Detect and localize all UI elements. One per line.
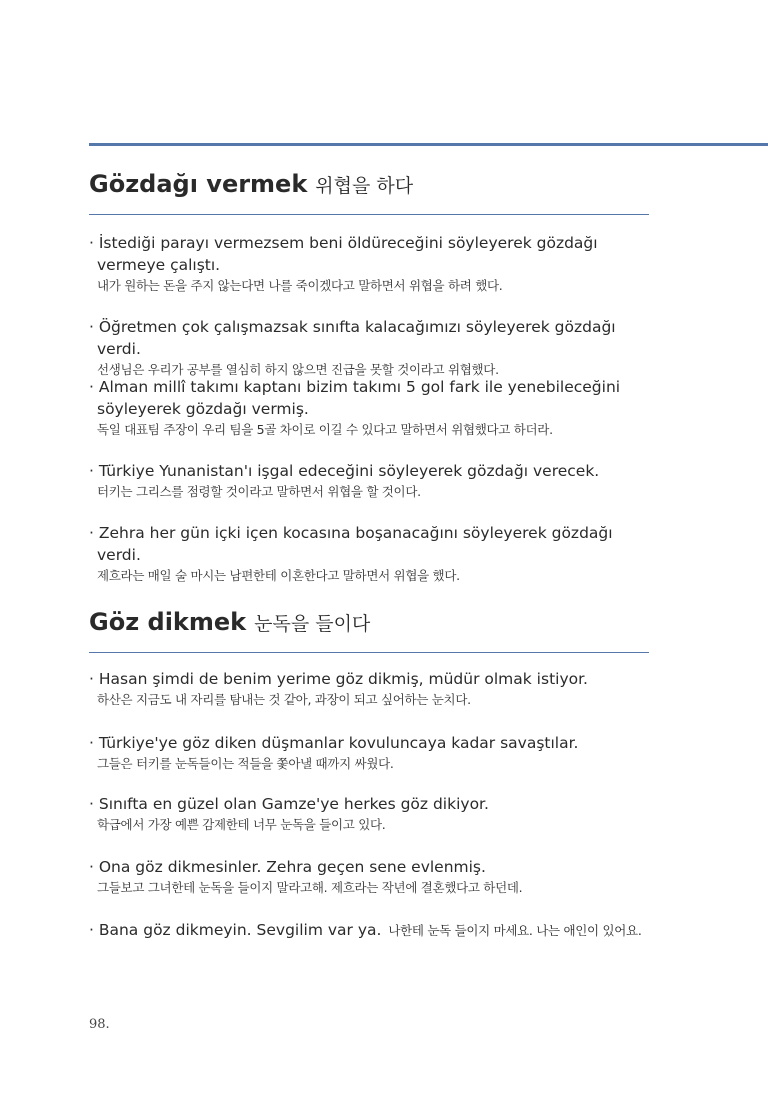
- section-heading: [89, 606, 649, 653]
- example-turkish: · Öğretmen çok çalışmazsak sınıfta kalacağımızı söyleyerek gözdağı verdi.: [89, 318, 616, 358]
- example-item: [89, 856, 649, 897]
- example-item: [89, 316, 649, 379]
- example-turkish: · Hasan şimdi de benim yerime göz dikmiş, müdür olmak istiyor.: [89, 670, 588, 688]
- section-goz-dikmek: [89, 606, 649, 939]
- example-korean: 선생님은 우리가 공부를 열심히 하지 않으면 진급을 못할 것이라고 위협했다.: [97, 362, 499, 377]
- example-korean: 터키는 그리스를 점령할 것이라고 말하면서 위협을 할 것이다.: [97, 484, 421, 499]
- example-item: [89, 522, 649, 585]
- example-korean: 그들보고 그녀한테 눈독을 들이지 말라고해. 제흐라는 작년에 결혼했다고 하던데.: [97, 880, 523, 895]
- example-turkish: · Ona göz dikmesinler. Zehra geçen sene evlenmiş.: [89, 858, 486, 876]
- section-gozdagi-vermek: [89, 168, 649, 583]
- heading-turkish: Göz dikmek: [89, 608, 247, 636]
- example-turkish: · Sınıfta en güzel olan Gamze'ye herkes göz dikiyor.: [89, 795, 489, 813]
- example-turkish: · Zehra her gün içki içen kocasına boşanacağını söyleyerek gözdağı verdi.: [89, 524, 613, 564]
- heading-korean: 눈독을 들이다: [254, 613, 371, 635]
- example-korean: 하산은 지금도 내 자리를 탐내는 것 같아, 과장이 되고 싶어하는 눈치다.: [97, 692, 471, 707]
- heading-text: [89, 170, 413, 198]
- example-item: [89, 232, 649, 295]
- example-korean: 학급에서 가장 예쁜 감제한테 너무 눈독을 들이고 있다.: [97, 817, 386, 832]
- example-item: [89, 919, 649, 942]
- example-korean: 내가 원하는 돈을 주지 않는다면 나를 죽이겠다고 말하면서 위협을 하려 했다.: [97, 278, 503, 293]
- example-item: [89, 732, 649, 773]
- top-rule: [89, 143, 768, 146]
- example-korean: 독일 대표팀 주장이 우리 팀을 5골 차이로 이길 수 있다고 말하면서 위협했다고 하더라.: [97, 422, 553, 437]
- heading-text: [89, 608, 370, 636]
- example-korean: 그들은 터키를 눈독들이는 적들을 쫓아낼 때까지 싸웠다.: [97, 756, 394, 771]
- example-korean: 나한테 눈독 들이지 마세요. 나는 애인이 있어요.: [388, 923, 642, 938]
- example-item: [89, 793, 649, 834]
- heading-turkish: Gözdağı vermek: [89, 170, 308, 198]
- example-turkish: · Türkiye'ye göz diken düşmanlar kovuluncaya kadar savaştılar.: [89, 734, 579, 752]
- example-turkish-text: · Bana göz dikmeyin. Sevgilim var ya.: [89, 921, 382, 939]
- example-turkish: · İstediği parayı vermezsem beni öldüreceğini söyleyerek gözdağı vermeye çalıştı.: [89, 234, 598, 274]
- page-number: 98.: [89, 1017, 110, 1032]
- example-item: [89, 460, 649, 501]
- example-item: [89, 376, 649, 439]
- example-turkish: · Alman millî takımı kaptanı bizim takımı 5 gol fark ile yenebileceğini söyleyerek gözdağı vermiş.: [89, 378, 621, 418]
- example-turkish: [89, 919, 649, 942]
- example-item: [89, 668, 649, 709]
- section-heading: [89, 168, 649, 215]
- heading-korean: 위협을 하다: [315, 175, 414, 197]
- example-turkish: · Türkiye Yunanistan'ı işgal edeceğini söyleyerek gözdağı verecek.: [89, 462, 600, 480]
- example-korean: 제흐라는 매일 술 마시는 남편한테 이혼한다고 말하면서 위협을 했다.: [97, 568, 460, 583]
